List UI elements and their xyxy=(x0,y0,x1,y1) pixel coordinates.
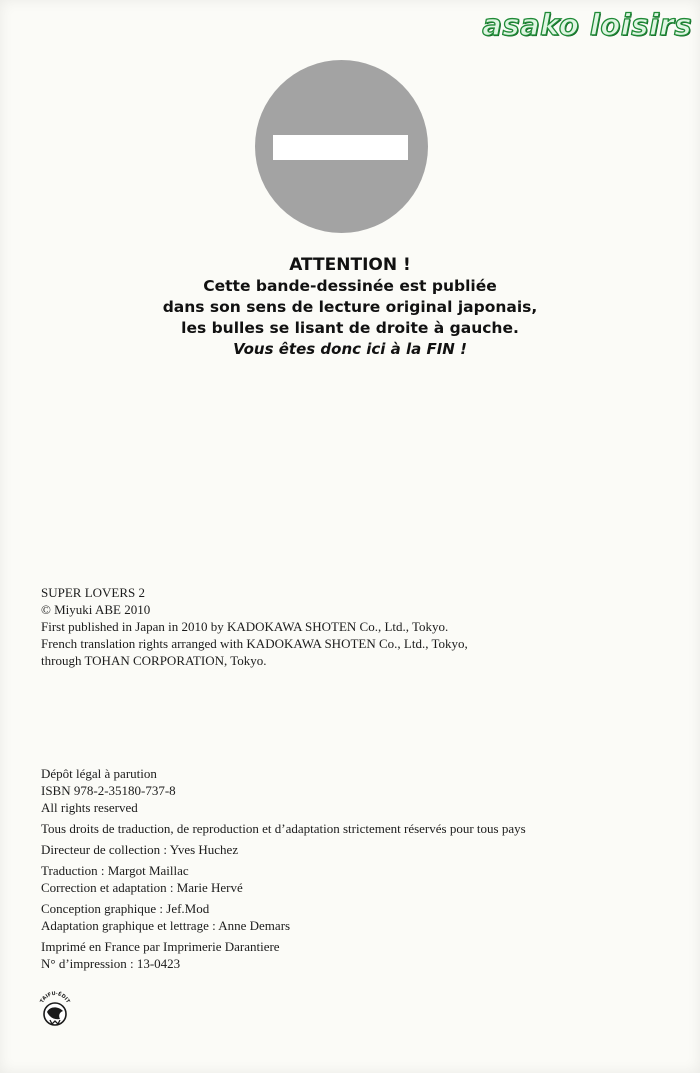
credit-line: Directeur de collection : Yves Huchez xyxy=(41,842,239,857)
credit-line: Traduction : Margot Maillac xyxy=(41,863,189,878)
legal-block xyxy=(41,765,526,976)
copyright-line: First published in Japan in 2010 by KADOKAWA SHOTEN Co., Ltd., Tokyo. xyxy=(41,619,449,634)
credit-line: Conception graphique : Jef.Mod xyxy=(41,901,210,916)
legal-line: All rights reserved xyxy=(41,800,138,815)
copyright-block xyxy=(41,584,468,669)
credit-line: Correction et adaptation : Marie Hervé xyxy=(41,880,243,895)
notice-line: Cette bande-dessinée est publiée xyxy=(203,277,497,295)
logo-text: TAIFU·ÉDIT xyxy=(39,990,71,1005)
book-title: SUPER LOVERS 2 xyxy=(41,585,146,600)
legal-deposit-group xyxy=(41,765,526,816)
director-group xyxy=(41,841,526,858)
legal-line: Dépôt légal à parution xyxy=(41,766,157,781)
isbn-line: ISBN 978-2-35180-737-8 xyxy=(41,783,176,798)
notice-title: ATTENTION ! xyxy=(289,255,411,275)
copyright-line: through TOHAN CORPORATION, Tokyo. xyxy=(41,653,267,668)
design-group xyxy=(41,900,526,934)
credit-line: N° d’impression : 13-0423 xyxy=(41,956,181,971)
rights-group xyxy=(41,820,526,837)
notice-line: les bulles se lisant de droite à gauche. xyxy=(181,319,519,337)
credit-line: Imprimé en France par Imprimerie Darantiere xyxy=(41,939,280,954)
watermark-text: asako loisirs xyxy=(482,8,692,42)
no-entry-sign-icon xyxy=(255,60,428,233)
credit-line: Adaptation graphique et lettrage : Anne Demars xyxy=(41,918,291,933)
rights-line: Tous droits de traduction, de reproduction et d’adaptation strictement réservés pour tous pays xyxy=(41,821,526,836)
publisher-seal-icon xyxy=(38,990,72,1033)
translation-group xyxy=(41,862,526,896)
notice-line: dans son sens de lecture original japonais, xyxy=(162,298,538,316)
reading-direction-notice xyxy=(0,255,700,360)
copyright-line: © Miyuki ABE 2010 xyxy=(41,602,151,617)
no-entry-bar xyxy=(273,135,408,160)
printing-group xyxy=(41,938,526,972)
notice-final-line: Vous êtes donc ici à la FIN ! xyxy=(233,340,467,358)
copyright-line: French translation rights arranged with KADOKAWA SHOTEN Co., Ltd., Tokyo, xyxy=(41,636,468,651)
